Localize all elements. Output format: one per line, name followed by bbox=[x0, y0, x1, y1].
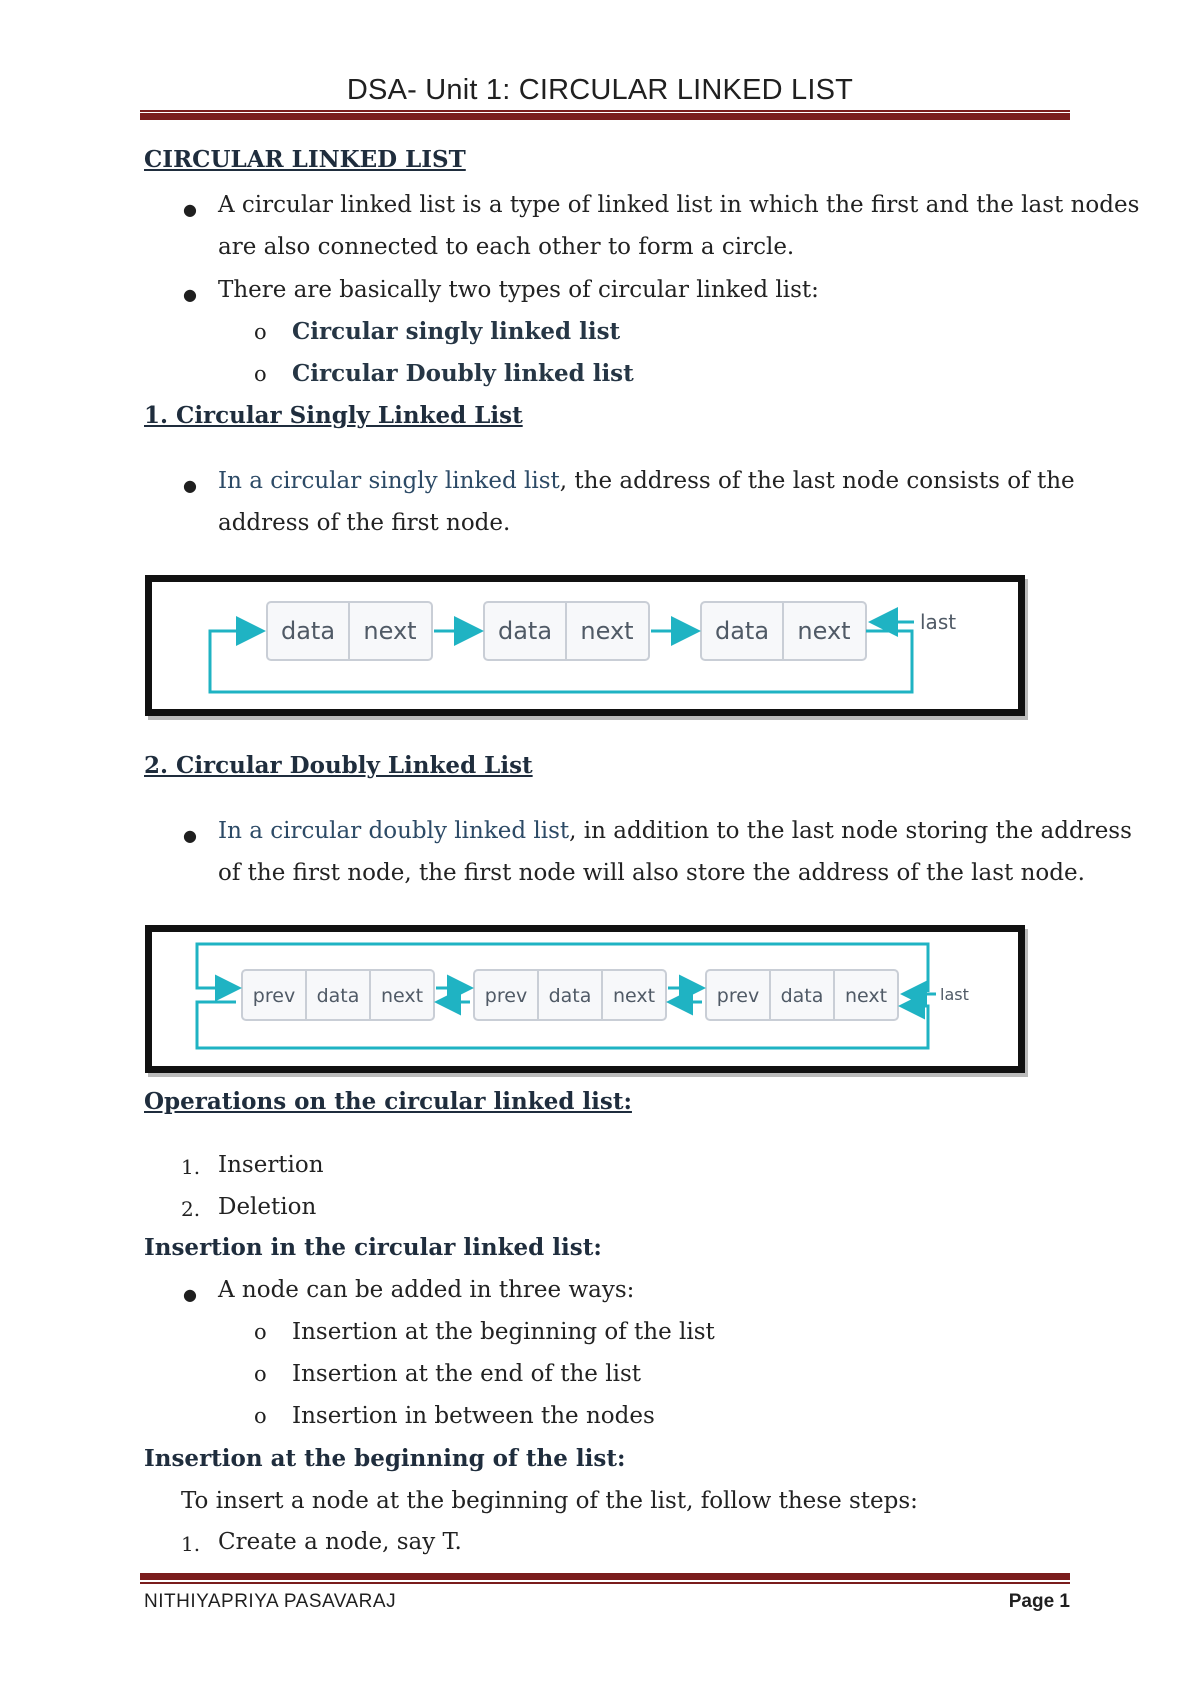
operation-insertion: Insertion bbox=[218, 1152, 324, 1178]
dnode-3-data: data bbox=[780, 985, 824, 1007]
type-singly: Circular singly linked list bbox=[292, 318, 621, 345]
dnode-1-next: next bbox=[380, 985, 424, 1007]
bullet-dot: ● bbox=[183, 826, 197, 845]
way-beginning: Insertion at the beginning of the list bbox=[292, 1319, 715, 1345]
section-title-beginning: Insertion at the beginning of the list: bbox=[144, 1445, 626, 1472]
step-1: Create a node, say T. bbox=[218, 1529, 462, 1555]
dnode-3-prev: prev bbox=[716, 985, 760, 1007]
sub-bullet-circle: o bbox=[254, 362, 267, 386]
section-title-circular-linked-list: CIRCULAR LINKED LIST bbox=[144, 146, 466, 173]
node-1 bbox=[267, 602, 432, 660]
sub-bullet-circle: o bbox=[254, 1362, 267, 1386]
node-3-next-field: next bbox=[797, 617, 851, 645]
section-title-singly: 1. Circular Singly Linked List bbox=[144, 402, 523, 429]
dnode-2-next: next bbox=[612, 985, 656, 1007]
bullet-dot: ● bbox=[183, 1285, 197, 1304]
dnode-1-prev: prev bbox=[252, 985, 296, 1007]
footer-rule-thick bbox=[140, 1573, 1070, 1580]
node-2 bbox=[484, 602, 649, 660]
dnode-1-data: data bbox=[316, 985, 360, 1007]
section-title-insertion: Insertion in the circular linked list: bbox=[144, 1234, 602, 1261]
list-number: 1. bbox=[181, 1155, 201, 1179]
singly-description-line-1: In a circular singly linked list, the address of the last node consists of the bbox=[218, 468, 1075, 494]
footer-rule-thin bbox=[140, 1582, 1070, 1584]
dnode-3-next: next bbox=[844, 985, 888, 1007]
insertion-ways-intro: A node can be added in three ways: bbox=[218, 1277, 635, 1303]
last-label: last bbox=[940, 985, 969, 1004]
header-rule-thin bbox=[140, 110, 1070, 112]
doubly-linked-list-diagram bbox=[145, 925, 1025, 1073]
list-number: 2. bbox=[181, 1197, 201, 1221]
footer-author: NITHIYAPRIYA PASAVARAJ bbox=[144, 1591, 397, 1612]
dnode-2-prev: prev bbox=[484, 985, 528, 1007]
definition-line-2: are also connected to each other to form a circle. bbox=[218, 234, 795, 260]
bullet-dot: ● bbox=[183, 285, 197, 304]
dnode-2 bbox=[474, 970, 666, 1020]
bullet-dot: ● bbox=[183, 200, 197, 219]
sub-bullet-circle: o bbox=[254, 1404, 267, 1428]
node-1-data-field: data bbox=[280, 617, 336, 645]
dnode-1 bbox=[242, 970, 434, 1020]
footer-page-number: Page 1 bbox=[1008, 1591, 1070, 1612]
beginning-intro: To insert a node at the beginning of the list, follow these steps: bbox=[181, 1488, 918, 1514]
definition-line-1: A circular linked list is a type of linked list in which the first and the last nodes bbox=[218, 192, 1140, 218]
node-2-next-field: next bbox=[580, 617, 634, 645]
page-header-title: DSA- Unit 1: CIRCULAR LINKED LIST bbox=[346, 74, 854, 106]
dnode-3 bbox=[706, 970, 898, 1020]
list-number: 1. bbox=[181, 1532, 201, 1556]
dnode-2-data: data bbox=[548, 985, 592, 1007]
doubly-description-line-2: of the first node, the first node will also store the address of the last node. bbox=[218, 860, 1085, 886]
way-between: Insertion in between the nodes bbox=[292, 1403, 655, 1429]
section-title-doubly: 2. Circular Doubly Linked List bbox=[144, 752, 533, 779]
last-label: last bbox=[920, 610, 957, 634]
singly-description-line-2: address of the first node. bbox=[218, 510, 511, 536]
sub-bullet-circle: o bbox=[254, 320, 267, 344]
node-2-data-field: data bbox=[497, 617, 553, 645]
node-3-data-field: data bbox=[714, 617, 770, 645]
header-rule-thick bbox=[140, 113, 1070, 120]
way-end: Insertion at the end of the list bbox=[292, 1361, 641, 1387]
singly-linked-list-diagram bbox=[145, 575, 1025, 716]
node-3 bbox=[701, 602, 866, 660]
bullet-dot: ● bbox=[183, 476, 197, 495]
doubly-description-line-1: In a circular doubly linked list, in addition to the last node storing the address bbox=[218, 818, 1132, 844]
node-1-next-field: next bbox=[363, 617, 417, 645]
section-title-operations: Operations on the circular linked list: bbox=[144, 1088, 632, 1115]
sub-bullet-circle: o bbox=[254, 1320, 267, 1344]
type-doubly: Circular Doubly linked list bbox=[292, 360, 634, 387]
types-intro: There are basically two types of circular linked list: bbox=[218, 277, 819, 303]
operation-deletion: Deletion bbox=[218, 1194, 317, 1220]
